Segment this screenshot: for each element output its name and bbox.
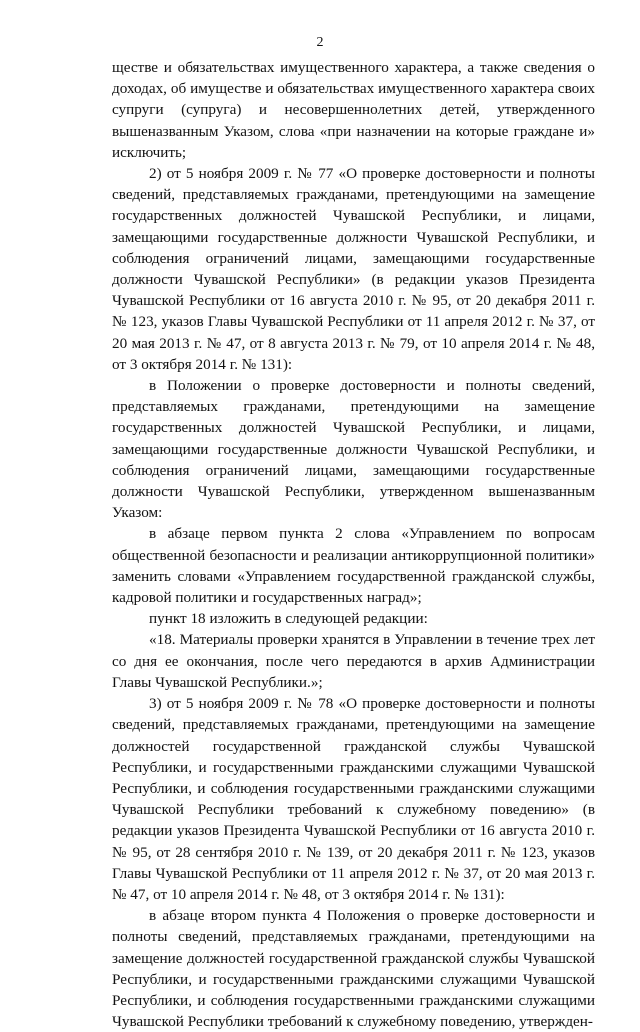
page-number: 2 [316,35,324,50]
paragraph-continuation: ществе и обязательствах имущественного характера, а также сведения о доходах, об имуществе и обязательствах имущественного характера своих супруги (супруга) и несовершеннолетних детей, утвержденного вышеназванным Указом, слова «при назначении на которые граждане и» исключить; [112,59,595,161]
paragraph-item-2-decree-77: 2) от 5 ноября 2009 г. № 77 «О проверке достоверности и полноты сведений, представляемых гражданами, претендующими на замещение государственных должностей Чувашской Республики, и лицами, замещающими государственные должности Чувашской Республики, и соблюдения ограничений лицами, замещающими государственные должности Чувашской Республики» (в редакции указов Президента Чувашской Республики от 16 августа 2010 г. № 95, от 20 декабря 2011 г. № 123, указов Главы Чувашской Республики от 11 апреля 2012 г. № 37, от 20 мая 2013 г. № 47, от 8 августа 2013 г. № 79, от 10 апреля 2014 г. № 48, от 3 октября 2014 г. № 131): [112,165,595,373]
paragraph-item-3-decree-78: 3) от 5 ноября 2009 г. № 78 «О проверке достоверности и полноты сведений, представляемых гражданами, претендующими на замещение должностей государственной гражданской службы Чувашской Республики, и государственными гражданскими служащими Чувашской Республики, и соблюдения государственными гражданскими служащими Чувашской Республики требований к служебному поведению» (в редакции указов Президента Чувашской Республики от 16 августа 2010 г. № 95, от 28 сентября 2010 г. № 139, от 20 декабря 2011 г. № 123, указов Главы Чувашской Республики от 11 апреля 2012 г. № 37, от 20 мая 2013 г. № 47, от 10 апреля 2014 г. № 48, от 3 октября 2014 г. № 131): [112,695,595,903]
paragraph-regulation-amendments: в Положении о проверке достоверности и полноты сведений, представляемых гражданами, претендующими на замещение государственных должностей Чувашской Республики, и лицами, замещающими государственные должности Чувашской Республики, и соблюдения ограничений лицами, замещающими государственные должности Чувашской Республики, утвержденном вышеназванным Указом: [112,377,595,522]
paragraph-clause-18-text: «18. Материалы проверки хранятся в Управлении в течение трех лет со дня ее окончания, после чего передаются в архив Администрации Главы Чувашской Республики.»; [112,631,595,691]
paragraph-clause-4-amendment: в абзаце втором пункта 4 Положения о проверке достоверности и полноты сведений, представляемых гражданами, претендующими на замещение должностей государственной гражданской службы Чувашской Республики, и государственными гражданскими служащими Чувашской Республики, и соблюдения государственными гражданскими служащими Чувашской Республики требований к служебному поведению, утвержден- [112,907,595,1031]
paragraph-clause-18-intro: пункт 18 изложить в следующей редакции: [149,610,428,628]
paragraph-clause-2-amendment: в абзаце первом пункта 2 слова «Управлением по вопросам общественной безопасности и реализации антикоррупционной политики» заменить словами «Управлением государственной гражданской службы, кадровой политики и государственных наград»; [112,525,595,607]
document-body [112,57,595,1032]
